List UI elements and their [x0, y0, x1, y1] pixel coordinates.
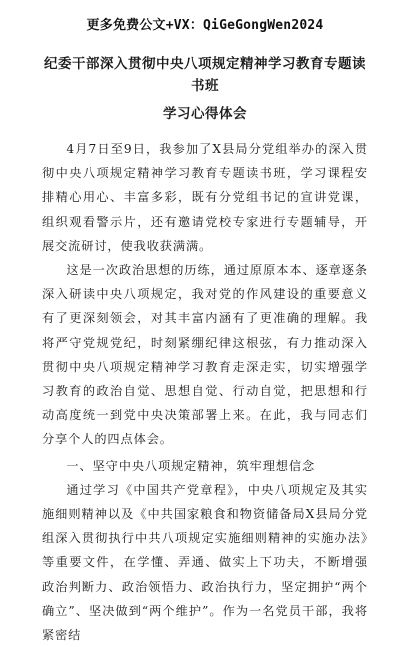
section-heading-1: 一、坚守中央八项规定精神，筑牢理想信念 [66, 458, 316, 473]
body-paragraph-reflection: 这是一次政治思想的历练，通过原原本本、逐章逐条深入研读中央八项规定，我对党的作风建设的重要意义有了更深刻领会，对其丰富内涵有了更准确的理解。我将严守党规党纪，时刻紧绷纪律这根弦，有力推动深入贯彻中央八项规定精神学习教育走深走实，切实增强学习教育的政治自觉、思想自觉、行动自觉，把思想和行动高度统一到党中央决策部署上来。在此，我与同志们分享个人的四点体会。 [42, 263, 368, 447]
section-paragraph-1: 通过学习《中国共产党章程》，中央八项规定及其实施细则精神以及《中共国家粮食和物资储备局X县局分党组深入贯彻执行中共八项规定实施细则精神的实施办法》等重要文件，在学懂、弄通、做实上下功夫，不断增强政治判断力、政治领悟力、政治执行力，坚定拥护“两个确立”、坚决做到“两个维护”。作为一名党员干部，我将紧密结 [42, 482, 368, 643]
document-subtitle: 学习心得体会 [163, 106, 247, 122]
promo-banner: 更多免费公文+VX：QiGeGongWen2024 [86, 18, 324, 33]
body-paragraph-intro: 4月7日至9日，我参加了X县局分党组举办的深入贯彻中央八项规定精神学习教育专题读书班，学习课程安排精心用心、丰富多彩，既有分党组书记的宣讲党课，组织观看警示片，还有邀请党校专家进行专题辅导，开展交流研讨，使我收获满满。 [42, 142, 368, 253]
document-title: 纪委干部深入贯彻中央八项规定精神学习教育专题读书班 [44, 56, 366, 94]
